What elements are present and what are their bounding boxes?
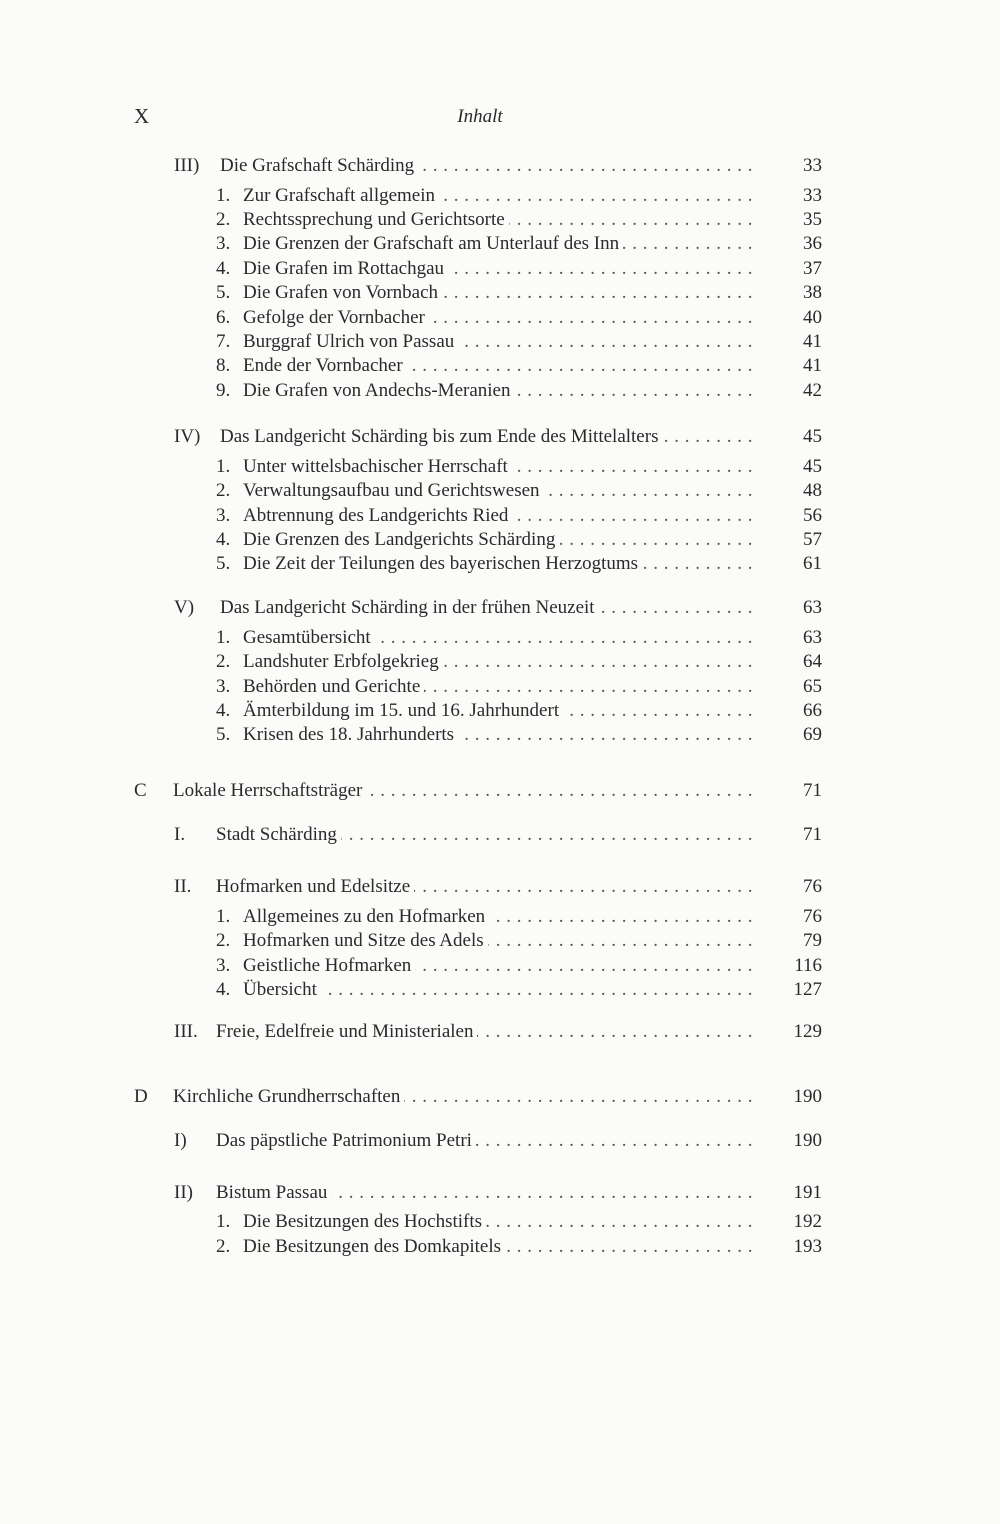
toc-page-number: 129 (793, 1021, 822, 1042)
toc-label: V) (174, 597, 195, 618)
toc-page-number: 76 (803, 906, 822, 927)
toc-title: Allgemeines zu den Hofmarken (243, 906, 489, 927)
toc-title: Die Grafschaft Schärding (220, 155, 418, 176)
toc-title: Rechtssprechung und Gerichtsorte (243, 209, 509, 230)
toc-title: Geistliche Hofmarken (243, 955, 415, 976)
toc-label: 2. (216, 1236, 231, 1257)
toc-page-number: 76 (803, 876, 822, 897)
toc-title: Bistum Passau (216, 1182, 331, 1203)
toc-label: 3. (216, 505, 231, 526)
toc-title: Die Besitzungen des Domkapitels (243, 1236, 505, 1257)
toc-label: 7. (216, 331, 231, 352)
toc-page-number: 45 (803, 456, 822, 477)
toc-label: 4. (216, 529, 231, 550)
toc-page-number: 41 (803, 331, 822, 352)
toc-label: 5. (216, 553, 231, 574)
toc-page-number: 192 (793, 1211, 822, 1232)
toc-label: 2. (216, 209, 231, 230)
toc-label: D (134, 1086, 148, 1107)
toc-label: I. (174, 824, 186, 845)
toc-page-number: 40 (803, 307, 822, 328)
toc-label: 4. (216, 700, 231, 721)
toc-label: 2. (216, 480, 231, 501)
toc-title: Ende der Vornbacher (243, 355, 407, 376)
toc-title: Abtrennung des Landgerichts Ried (243, 505, 512, 526)
toc-label: 1. (216, 185, 231, 206)
toc-page-number: 127 (793, 979, 822, 1000)
toc-title: Übersicht (243, 979, 321, 1000)
toc-title: Das Landgericht Schärding bis zum Ende des Mittelalters (220, 426, 662, 447)
toc-label: 3. (216, 676, 231, 697)
toc-page-number: 56 (803, 505, 822, 526)
toc-title: Landshuter Erbfolgekrieg (243, 651, 443, 672)
toc-page-number: 116 (794, 955, 822, 976)
toc-label: 3. (216, 955, 231, 976)
toc-page-number: 193 (793, 1236, 822, 1257)
toc-title: Hofmarken und Edelsitze (216, 876, 414, 897)
toc-page-number: 69 (803, 724, 822, 745)
toc-page-number: 191 (793, 1182, 822, 1203)
toc-label: 1. (216, 456, 231, 477)
toc-label: 4. (216, 979, 231, 1000)
toc-title: Die Grafen von Andechs-Meranien (243, 380, 514, 401)
toc-label: 2. (216, 651, 231, 672)
toc-page-number: 79 (803, 930, 822, 951)
toc-title: Unter wittelsbachischer Herrschaft (243, 456, 512, 477)
toc-page-number: 37 (803, 258, 822, 279)
page-number: X (134, 104, 150, 128)
toc-page-number: 190 (793, 1130, 822, 1151)
toc-page-number: 48 (803, 480, 822, 501)
toc-title: Burggraf Ulrich von Passau (243, 331, 458, 352)
toc-page-number: 42 (803, 380, 822, 401)
toc-title: Gesamtübersicht (243, 627, 375, 648)
toc-label: 9. (216, 380, 231, 401)
toc-page-number: 71 (803, 824, 822, 845)
toc-title: Stadt Schärding (216, 824, 341, 845)
toc-label: IV) (174, 426, 201, 447)
toc-title: Die Grenzen des Landgerichts Schärding (243, 529, 559, 550)
toc-title: Hofmarken und Sitze des Adels (243, 930, 488, 951)
toc-title: Lokale Herrschaftsträger (173, 780, 366, 801)
toc-title: Das päpstliche Patrimonium Petri (216, 1130, 476, 1151)
toc-label: 1. (216, 1211, 231, 1232)
toc-title: Behörden und Gerichte (243, 676, 424, 697)
toc-label: III) (174, 155, 200, 176)
toc-label: 8. (216, 355, 231, 376)
toc-page-number: 35 (803, 209, 822, 230)
toc-page-number: 71 (803, 780, 822, 801)
toc-title: Ämterbildung im 15. und 16. Jahrhundert (243, 700, 563, 721)
toc-title: Zur Grafschaft allgemein (243, 185, 439, 206)
toc-title: Kirchliche Grundherrschaften (173, 1086, 404, 1107)
toc-label: II. (174, 876, 192, 897)
toc-page-number: 65 (803, 676, 822, 697)
toc-page-number: 33 (803, 185, 822, 206)
toc-page-number: 63 (803, 627, 822, 648)
toc-title: Das Landgericht Schärding in der frühen Neuzeit (220, 597, 599, 618)
toc-label: III. (174, 1021, 198, 1042)
toc-page-number: 57 (803, 529, 822, 550)
toc-title: Krisen des 18. Jahrhunderts (243, 724, 458, 745)
toc-label: C (134, 780, 147, 801)
toc-label: 1. (216, 906, 231, 927)
toc-label: 3. (216, 233, 231, 254)
toc-title: Die Besitzungen des Hochstifts (243, 1211, 486, 1232)
toc-label: 1. (216, 627, 231, 648)
toc-title: Verwaltungsaufbau und Gerichtswesen (243, 480, 544, 501)
toc-label: 4. (216, 258, 231, 279)
toc-label: 6. (216, 307, 231, 328)
toc-page-number: 41 (803, 355, 822, 376)
toc-title: Freie, Edelfreie und Ministerialen (216, 1021, 477, 1042)
toc-title: Die Grenzen der Grafschaft am Unterlauf des Inn (243, 233, 623, 254)
toc-title: Die Grafen im Rottachgau (243, 258, 448, 279)
toc-page-number: 64 (803, 651, 822, 672)
toc-title: Die Grafen von Vornbach (243, 282, 442, 303)
toc-page-number: 36 (803, 233, 822, 254)
toc-page-number: 66 (803, 700, 822, 721)
running-title: Inhalt (457, 106, 503, 127)
toc-page-number: 33 (803, 155, 822, 176)
toc-page-number: 45 (803, 426, 822, 447)
toc-label: I) (174, 1130, 187, 1151)
toc-title: Gefolge der Vornbacher (243, 307, 429, 328)
toc-title: Die Zeit der Teilungen des bayerischen Herzogtums (243, 553, 642, 574)
toc-label: II) (174, 1182, 193, 1203)
toc-page-number: 61 (803, 553, 822, 574)
toc-page-number: 63 (803, 597, 822, 618)
toc-label: 5. (216, 282, 231, 303)
toc-label: 2. (216, 930, 231, 951)
toc-label: 5. (216, 724, 231, 745)
toc-page-number: 190 (793, 1086, 822, 1107)
toc-page-number: 38 (803, 282, 822, 303)
